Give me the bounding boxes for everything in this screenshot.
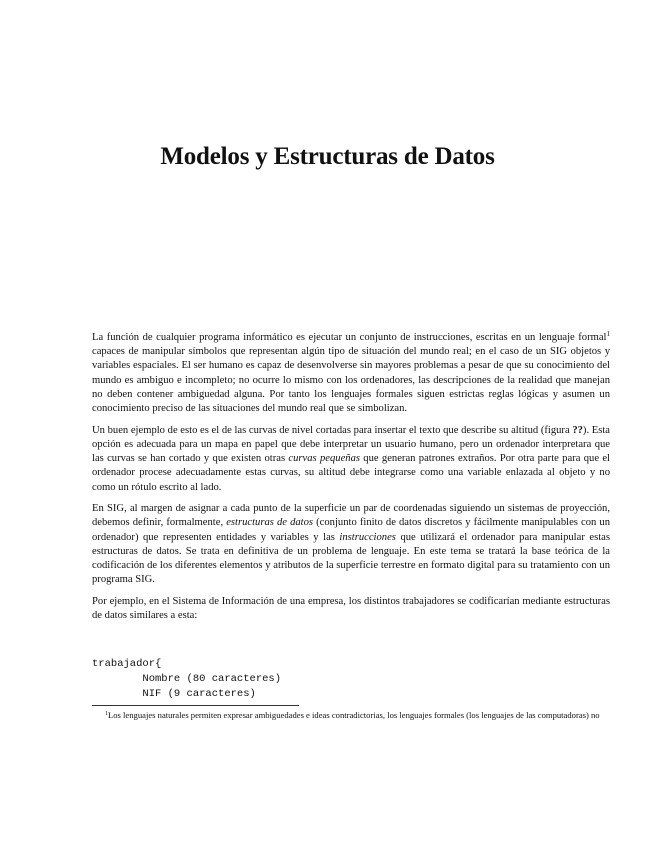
- footnote-text: Los lenguajes naturales permiten expresar ambiguedades e ideas contradictorias, los lenguajes formales (los lenguajes de las computadoras) no: [108, 710, 600, 720]
- paragraph-2-emphasis: curvas pequeñas: [288, 453, 360, 465]
- paragraph-3-text-b: (conjunto finito de datos discretos y fácilmente manipulables con un ordenador) que representen entidades y variables y las: [92, 517, 610, 543]
- paragraph-3-emphasis-1: estructuras de datos: [226, 517, 314, 529]
- footnote-reference[interactable]: 1: [606, 330, 610, 338]
- body-text: [92, 331, 610, 631]
- paragraph-2-text-c: que generan patrones extraños. Por otra parte para que el ordenador procese adecuadamente estas curvas, su altitud debe integrarse como una variable enlazada al objeto y no como un rótulo escrito al lado.: [92, 453, 610, 493]
- footnote-marker: 1: [105, 711, 108, 717]
- paragraph-3: [92, 502, 610, 587]
- footnote-divider: [92, 705, 299, 706]
- paragraph-2-text-b: ). Esta opción es adecuada para un mapa en papel que debe interpretar un usuario humano, pero un ordenador interpretara que las curvas se han cortado y que existen otras: [92, 424, 610, 465]
- code-line-1: trabajador{: [92, 658, 162, 670]
- paragraph-3-text-c: que utilizará el ordenador para manipular estas estructuras de datos. Se trata en definitiva de un problema de lenguaje. En este tema se tratará la base teórica de la codificación de los diferentes elementos y atributos de la superficie terrestre en formato digital para su tratamiento con un programa SIG.: [92, 531, 610, 586]
- paragraph-3-emphasis-2: instrucciones: [339, 531, 396, 543]
- code-block: [92, 657, 610, 701]
- figure-reference[interactable]: ??: [572, 424, 583, 436]
- code-line-2: Nombre (80 caracteres): [92, 672, 282, 685]
- paragraph-2-text-a: Un buen ejemplo de esto es el de las curvas de nivel cortadas para insertar el texto que describe su altitud (figura: [92, 424, 573, 436]
- paragraph-2: [92, 424, 610, 495]
- paragraph-4: Por ejemplo, en el Sistema de Información de una empresa, los distintos trabajadores se codificarían mediante estructuras de datos similares a esta:: [92, 595, 610, 622]
- footnote: [92, 709, 610, 721]
- code-line-3: NIF (9 caracteres): [92, 687, 256, 700]
- paragraph-1: [92, 331, 610, 416]
- paragraph-1-text-a: La función de cualquier programa informático es ejecutar un conjunto de instrucciones, escritas en un lenguaje formal: [92, 332, 607, 343]
- page-title: Modelos y Estructuras de Datos: [160, 143, 495, 170]
- paragraph-3-text-a: En SIG, al margen de asignar a cada punto de la superficie un par de coordenadas siguiendo un sistemas de proyección, debemos definir, formalmente,: [92, 503, 610, 529]
- paragraph-1-text-b: capaces de manipular símbolos que representan algún tipo de situación del mundo real; en el caso de un SIG objetos y variables espaciales. El ser humano es capaz de desenvolverse sin mayores problemas a pesar de que su conocimiento del mundo es ambiguo e incompleto; no ocurre lo mismo con los ordenadores, las descripciones de la realidad que manejan no deben contener ambiguedad alguna. Por tanto los lenguajes formales siguen estrictas reglas lógicas y asumen un conocimiento preciso de las situaciones del mundo real que se simbolizan.: [92, 346, 610, 415]
